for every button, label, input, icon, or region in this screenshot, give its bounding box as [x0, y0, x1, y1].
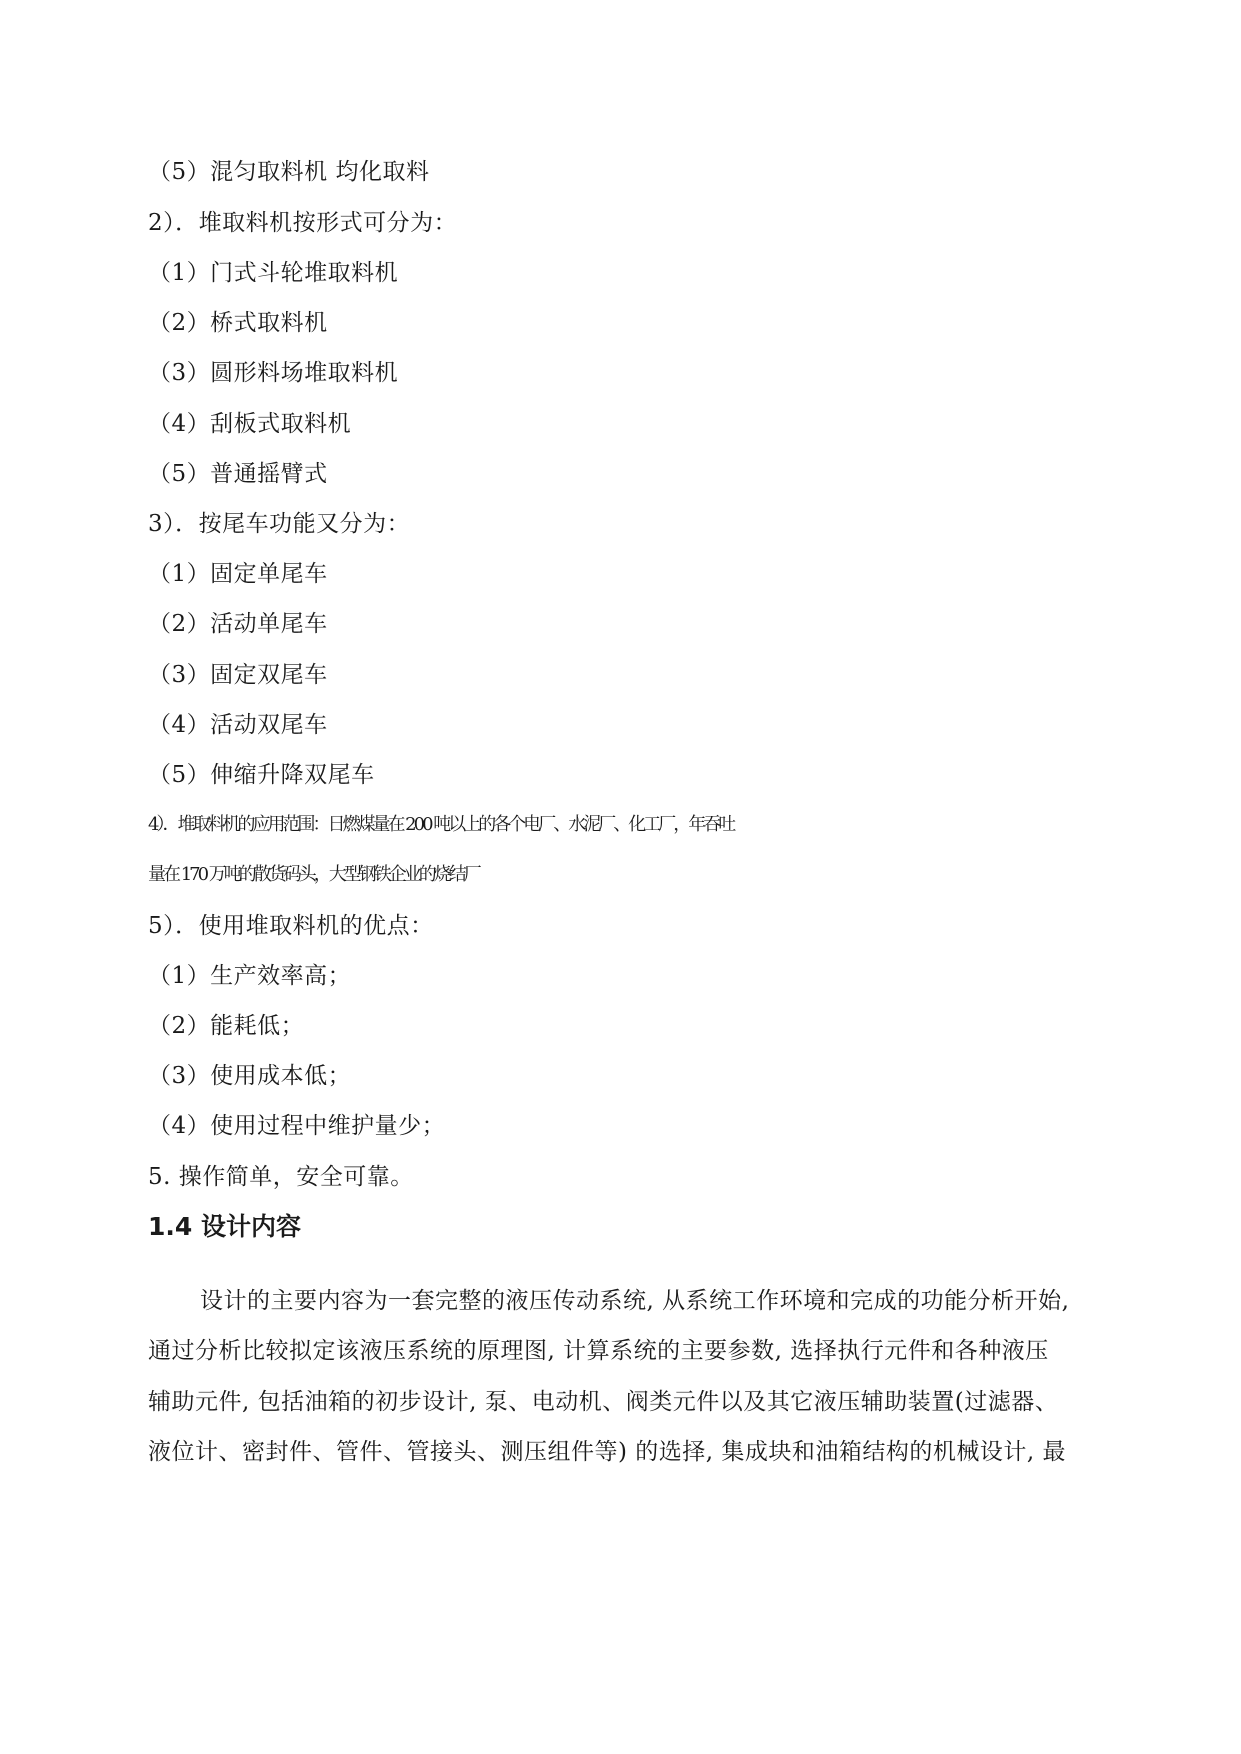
list-item: （1）固定单尾车	[148, 561, 328, 587]
list-item: （5）普通摇臂式	[148, 461, 328, 487]
list-item: （5）混匀取料机 均化取料	[148, 159, 430, 185]
list-heading: 4）．堆取料机的应用范围：日燃煤量在 200 吨以上的各个电厂、水泥厂、化工厂，年吞吐	[148, 814, 734, 835]
list-heading: 3）．按尾车功能又分为：	[148, 511, 411, 537]
list-item: （1）门式斗轮堆取料机	[148, 260, 399, 286]
list-item: （1）生产效率高；	[148, 963, 352, 989]
list-item: （3）使用成本低；	[148, 1063, 352, 1089]
list-item: （2）桥式取料机	[148, 310, 328, 336]
section-heading: 1.4 设计内容	[148, 1212, 301, 1241]
list-item: （4）活动双尾车	[148, 712, 328, 738]
list-item: （3）圆形料场堆取料机	[148, 360, 399, 386]
list-item: （3）固定双尾车	[148, 662, 328, 688]
list-heading: 5）．使用堆取料机的优点：	[148, 913, 434, 939]
list-item: 5. 操作简单，安全可靠。	[148, 1164, 414, 1190]
list-item: （2）能耗低；	[148, 1013, 305, 1039]
paragraph-line: 辅助元件, 包括油箱的初步设计, 泵、电动机、阀类元件以及其它液压辅助装置(过滤器、	[148, 1389, 1059, 1415]
paragraph-line: 通过分析比较拟定该液压系统的原理图, 计算系统的主要参数, 选择执行元件和各种液压	[148, 1338, 1049, 1364]
paragraph-line: 设计的主要内容为一套完整的液压传动系统, 从系统工作环境和完成的功能分析开始,	[200, 1288, 1070, 1314]
list-item: （5）伸缩升降双尾车	[148, 762, 375, 788]
list-heading: 2）．堆取料机按形式可分为：	[148, 210, 458, 236]
paragraph-line: 量在 170 万吨的散货码头，大型钢铁企业的烧结厂	[148, 864, 479, 885]
list-item: （2）活动单尾车	[148, 611, 328, 637]
list-item: （4）使用过程中维护量少；	[148, 1113, 446, 1139]
list-item: （4）刮板式取料机	[148, 411, 352, 437]
paragraph-line: 液位计、密封件、管件、管接头、测压组件等) 的选择, 集成块和油箱结构的机械设计, 最	[148, 1439, 1067, 1465]
